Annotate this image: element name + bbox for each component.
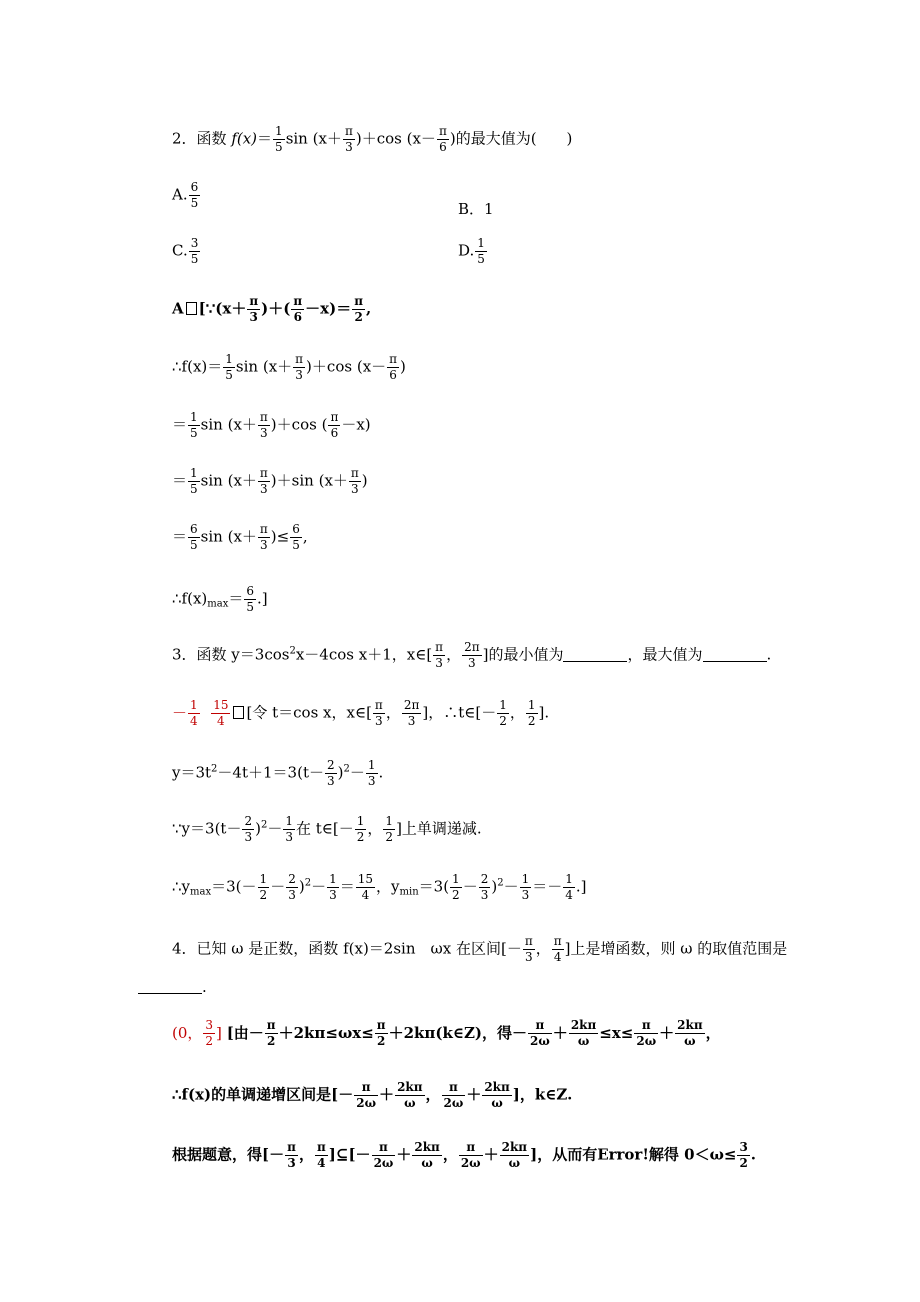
q4-answer-step3: 根据题意，得[－ $\frac{\pi}{3}$ ， $\frac{\pi}{4}$ ]⊆[－ $\frac{\pi}{2\omega}$ ＋ $\frac{2k\pi}{\omega}$ ， $\frac{\pi}{2\omega}$ ＋ $\frac{2k\pi}{\omega}$ ]，从而有Error!解得 0＜ω≤ $\frac{3}{2}$ .: [172, 1140, 757, 1170]
q4-stem-line2: .: [138, 976, 207, 998]
fraction: $\frac{\pi}{3}$: [344, 124, 353, 154]
q3-answer-step3: ∵y＝3(t－ $\frac{2}{3}$ )$^2$－ $\frac{1}{3}$ 在 t∈[－ $\frac{1}{2}$ ， $\frac{1}{2}$ ]上单调递减.: [172, 814, 482, 844]
q4-answer-step1: (0， $\frac{3}{2}$ ] [由－ $\frac{\pi}{2}$ ＋2kπ≤ωx≤ $\frac{\pi}{2}$ ＋2kπ(k∈Z)，得－ $\frac{\pi}{2\omega}$ ＋ $\frac{2k\pi}{\omega}$ ≤x≤ $\frac{\pi}{2\omega}$ ＋ $\frac{2k\pi}{\omega}$ ，: [172, 1018, 721, 1048]
q3-answer-step4: $\therefore y_{max}=3(-$ $\frac{1}{2}$ － $\frac{2}{3}$ )$^2$－ $\frac{1}{3}$ ＝ $\frac{15}{4}$ ，$y_{min}=3$( $\frac{1}{2}$ － $\frac{2}{3}$ )$^2$－ $\frac{1}{3}$ ＝－ $\frac{1}{4}$ .]: [172, 872, 587, 902]
q2-answer-step2: ∴f(x)＝ $\frac{1}{5}$ sin (x＋ $\frac{\pi}{3}$ )＋cos (x－ $\frac{\pi}{6}$ ): [172, 352, 406, 382]
q2-option-c: C. $\frac{3}{5}$: [172, 236, 199, 266]
q3-answer-step1: － $\frac{1}{4}$ $\frac{15}{4}$ [令 t＝cos x，x∈[ $\frac{\pi}{3}$ ， $\frac{2\pi}{3}$ ]，∴t∈[－ $\frac{1}{2}$ ， $\frac{1}{2}$ ].: [172, 698, 550, 728]
q3-stem: 3．函数 $y=3\cos^2x-4\cos$ x＋1，x∈[ $\frac{\pi}{3}$ ， $\frac{2\pi}{3}$ ]的最小值为 ，最大值为 .: [172, 640, 772, 670]
q2-answer-step5: ＝ $\frac{6}{5}$ sin (x＋ $\frac{\pi}{3}$ )≤ $\frac{6}{5}$ ,: [172, 522, 308, 552]
q3-answer-step2: $y=3t^2-4t+1=3(t-$ $\frac{2}{3}$ )$^2$－ $\frac{1}{3}$ .: [172, 758, 384, 788]
q2-option-b: B．1: [458, 200, 494, 218]
q2-answer-step1: A [∵(x＋ $\frac{\pi}{3}$ )＋( $\frac{\pi}{6}$ －x)＝ $\frac{\pi}{2}$ ,: [172, 294, 372, 324]
interval-bracket: [ $\frac{\pi}{3}$ ， $\frac{2\pi}{3}$ ]: [426, 640, 489, 670]
answer-blank: [563, 647, 627, 662]
q2-option-d: D. $\frac{1}{5}$: [458, 236, 485, 266]
placeholder-box-icon: [186, 302, 197, 315]
q4-stem-line1: 4．已知 ω 是正数，函数 f(x)＝2sin ωx 在区间[－ $\frac{\pi}{3}$ ， $\frac{\pi}{4}$ ]上是增函数，则 ω 的取值范围是: [172, 934, 788, 964]
q2-stem: 2．函数 f(x)＝ $\frac{1}{5}$ sin (x＋ $\frac{\pi}{3}$ )＋cos (x－ $\frac{\pi}{6}$ )的最大值为( ): [172, 124, 573, 154]
q2-answer-step3: ＝ $\frac{1}{5}$ sin (x＋ $\frac{\pi}{3}$ )＋cos ( $\frac{\pi}{6}$ －x): [172, 410, 371, 440]
fraction: $\frac{1}{5}$: [275, 124, 283, 154]
q2-answer-step4: ＝ $\frac{1}{5}$ sin (x＋ $\frac{\pi}{3}$ )＋sin (x＋ $\frac{\pi}{3}$ ): [172, 466, 368, 496]
fraction: $\frac{\pi}{6}$: [438, 124, 447, 154]
q3-answer-min: － $\frac{1}{4}$: [172, 698, 198, 728]
q3-answer-max: $\frac{15}{4}$: [213, 698, 229, 728]
q2-answer-step6: $\therefore f(x)_{max}=$ $\frac{6}{5}$ .]: [172, 584, 268, 614]
q4-answer-step2: ∴f(x)的单调递增区间是[－ $\frac{\pi}{2\omega}$ ＋ $\frac{2k\pi}{\omega}$ ， $\frac{\pi}{2\omega}$ ＋ $\frac{2k\pi}{\omega}$ ]，k∈Z.: [172, 1080, 573, 1110]
answer-blank: [703, 647, 767, 662]
answer-blank: [138, 979, 202, 994]
placeholder-box-icon: [233, 706, 244, 719]
q2-option-a: A. $\frac{6}{5}$: [172, 180, 199, 210]
q4-answer-range: (0， $\frac{3}{2}$ ]: [172, 1018, 222, 1048]
